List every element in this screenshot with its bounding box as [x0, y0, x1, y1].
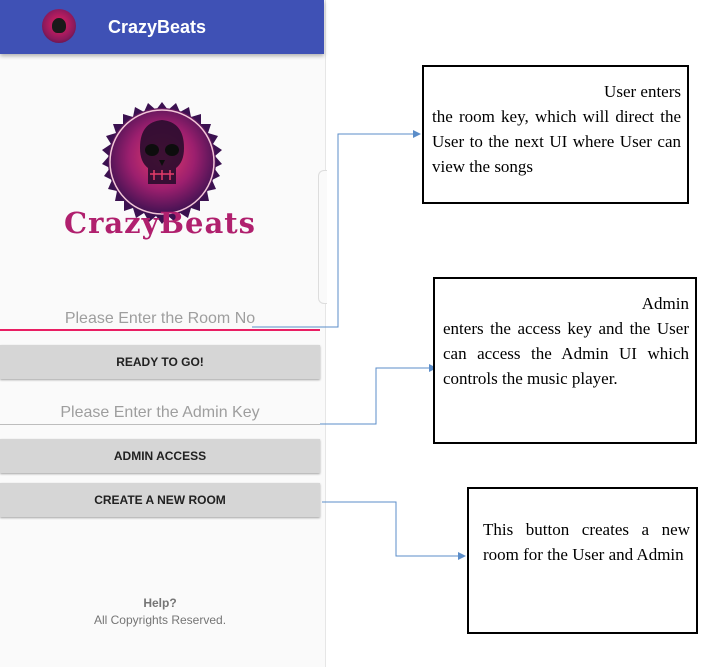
help-link[interactable]: Help? [143, 596, 177, 610]
annotation-admin-text: enters the access key and the User can access the Admin UI which controls the music player. [443, 319, 689, 388]
create-room-button[interactable]: CREATE A NEW ROOM [0, 483, 320, 517]
annotation-room-key [422, 65, 689, 204]
admin-key-input[interactable]: Please Enter the Admin Key [60, 404, 260, 421]
copyright-text: All Copyrights Reserved. [93, 613, 227, 627]
brand-wordmark: CrazyBeats [64, 206, 256, 240]
room-number-input[interactable]: Please Enter the Room No [64, 310, 256, 327]
annotation-admin-key [433, 277, 697, 444]
annotation-create-text: This button creates a new room for the User and Admin [483, 520, 690, 564]
admin-access-button[interactable]: ADMIN ACCESS [0, 439, 320, 473]
annotation-room-text: the room key, which will direct the User to the next UI where User can view the songs [432, 107, 681, 176]
ready-button[interactable]: READY TO GO! [0, 345, 320, 379]
annotation-create-room [467, 487, 698, 634]
app-title: CrazyBeats [108, 17, 207, 37]
connector-room [252, 134, 420, 327]
connector-create [322, 502, 465, 556]
annotation-room-first-line: User enters [604, 82, 681, 101]
annotation-admin-first-line: Admin [641, 294, 689, 313]
connector-admin [320, 368, 436, 424]
